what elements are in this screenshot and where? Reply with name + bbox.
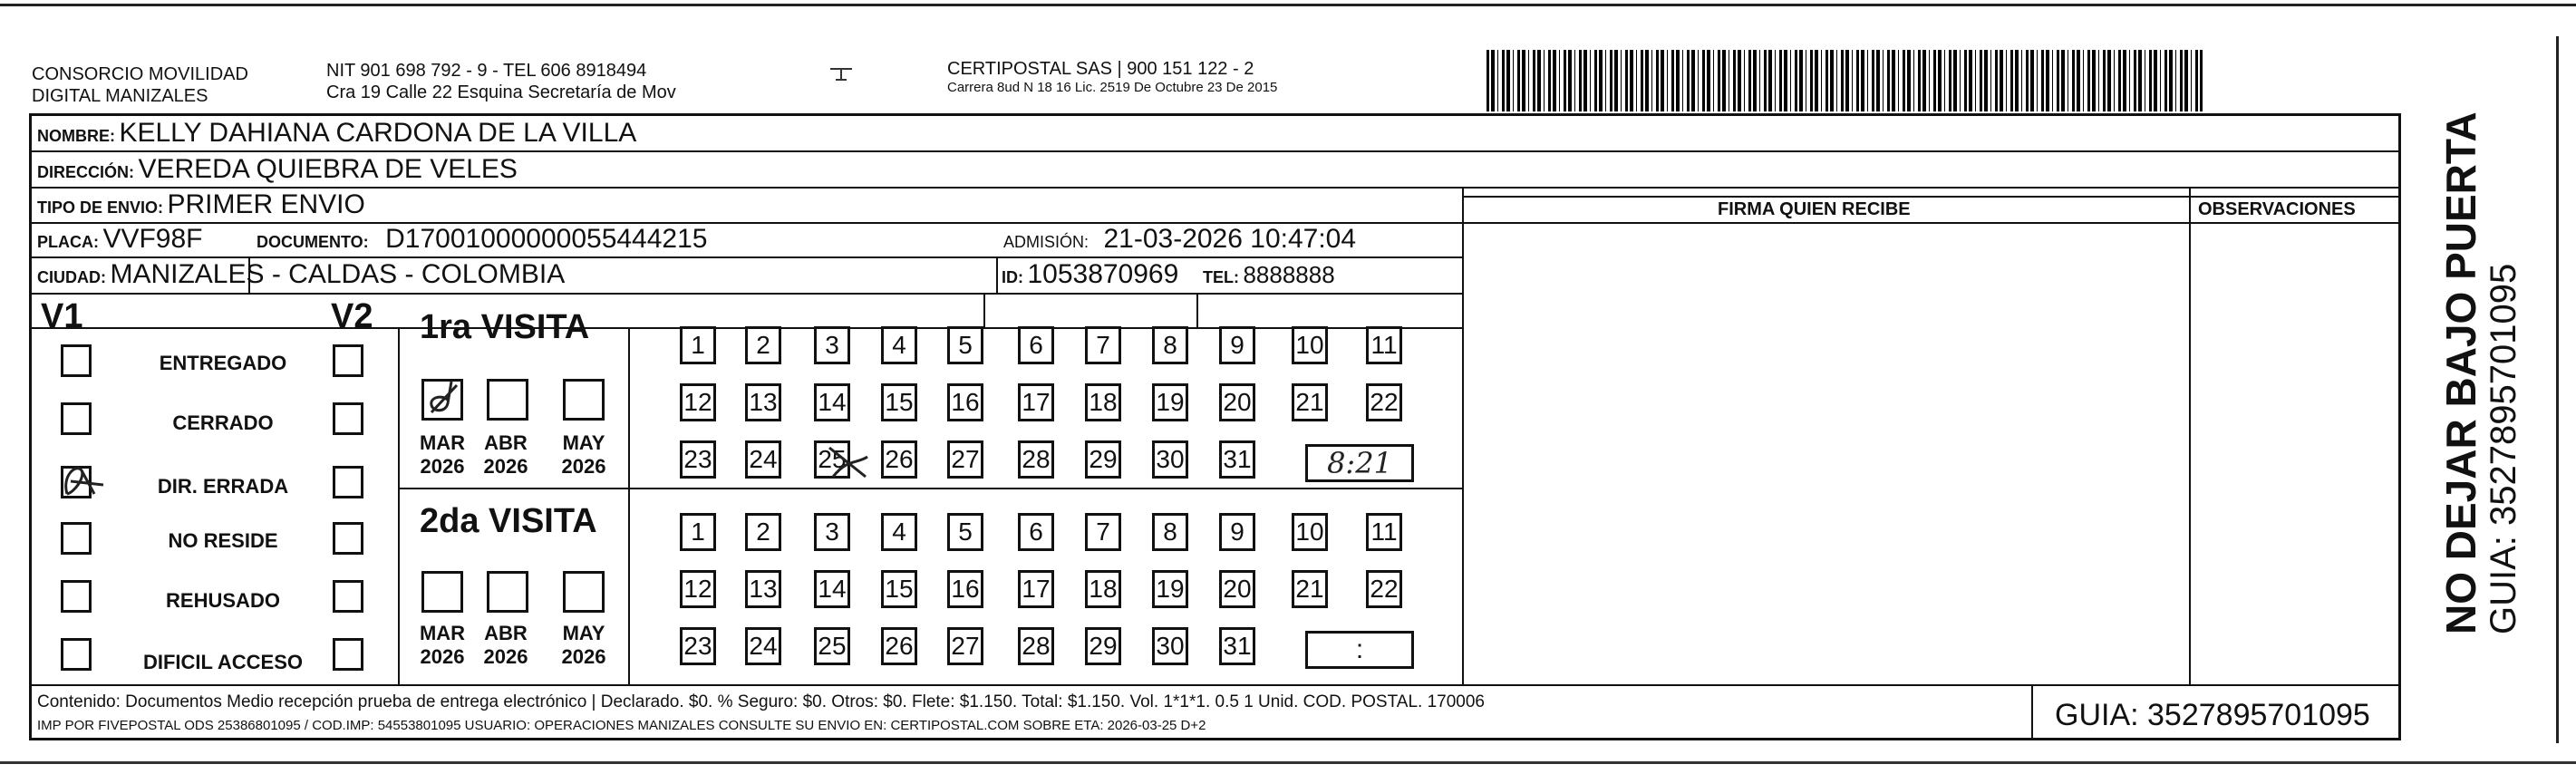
- day-box-21[interactable]: 21: [1292, 570, 1328, 608]
- tipo-envio-field: [37, 189, 365, 220]
- tipo-envio-value: PRIMER ENVIO: [167, 189, 365, 219]
- day-box-9[interactable]: 9: [1219, 326, 1255, 364]
- nit-line-2: Cra 19 Calle 22 Esquina Secretaría de Mov: [326, 82, 676, 102]
- day-box-25[interactable]: 25: [814, 627, 850, 665]
- row-divider: [1462, 222, 2399, 224]
- id-value: 1053870969: [1027, 259, 1179, 289]
- col-divider: [2189, 187, 2191, 684]
- carrier-logo-icon: [825, 65, 861, 83]
- day-box-19[interactable]: 19: [1152, 570, 1188, 608]
- day-box-21[interactable]: 21: [1292, 383, 1328, 421]
- day-box-9[interactable]: 9: [1219, 513, 1255, 551]
- day-box-19[interactable]: 19: [1152, 383, 1188, 421]
- visit-1-title: 1ra VISITA: [420, 308, 590, 346]
- day-box-7[interactable]: 7: [1085, 513, 1121, 551]
- day-box-26[interactable]: 26: [881, 627, 917, 665]
- day-box-26[interactable]: 26: [881, 440, 917, 479]
- row-divider: [32, 256, 1462, 258]
- option-cerrado-label: CERRADO: [172, 411, 274, 434]
- option-rehusado-label: REHUSADO: [166, 589, 280, 612]
- day-box-8[interactable]: 8: [1152, 513, 1188, 551]
- nombre-field: [37, 118, 636, 149]
- footer-imp: IMP POR FIVEPOSTAL ODS 25386801095 / COD.IMP: 54553801095 USUARIO: OPERACIONES MANIZALES CONSULTE SU ENVIO EN: CERTIPOSTAL.COM SOBRE ETA: 2026-03-25 D+2: [37, 718, 1206, 733]
- ciudad-value: MANIZALES - CALDAS - COLOMBIA: [110, 259, 566, 289]
- documento-label: DOCUMENTO:: [257, 233, 369, 251]
- day-box-4[interactable]: 4: [881, 326, 917, 364]
- col-divider: [628, 327, 630, 684]
- col-divider: [1462, 187, 1464, 684]
- month-name: ABR: [484, 431, 528, 454]
- day-box-27[interactable]: 27: [947, 440, 983, 479]
- right-edge-line: [2556, 36, 2559, 743]
- company-name: [32, 63, 248, 107]
- month-year: 2026: [420, 645, 465, 668]
- day-box-23[interactable]: 23: [680, 440, 716, 479]
- day-box-10[interactable]: 10: [1292, 513, 1328, 551]
- month-year: 2026: [561, 455, 606, 478]
- day-box-23[interactable]: 23: [680, 627, 716, 665]
- month-year: 2026: [483, 455, 528, 478]
- col-divider: [996, 256, 998, 293]
- barcode: [1487, 50, 2203, 111]
- visit-1-month-may-label: [556, 431, 612, 479]
- visit-2-month-abr-checkbox[interactable]: [487, 571, 528, 613]
- visit-2-title: 2da VISITA: [420, 502, 597, 540]
- day-box-30[interactable]: 30: [1152, 440, 1188, 479]
- visit-1-month-abr-checkbox[interactable]: [487, 379, 528, 421]
- v2-cerrado-checkbox[interactable]: [333, 402, 363, 435]
- day-box-6[interactable]: 6: [1018, 513, 1054, 551]
- admision-label: ADMISIÓN:: [1003, 233, 1089, 251]
- visit-1-month-may-checkbox[interactable]: [563, 379, 605, 421]
- handwritten-day-mark: [820, 440, 875, 486]
- side-guia: GUIA: 3527895701095: [2484, 263, 2523, 634]
- day-box-17[interactable]: 17: [1018, 383, 1054, 421]
- option-no-reside-label: NO RESIDE: [168, 529, 278, 552]
- day-box-18[interactable]: 18: [1085, 383, 1121, 421]
- company-nit: [326, 60, 676, 103]
- company-line-1: CONSORCIO MOVILIDAD: [32, 64, 248, 84]
- day-box-15[interactable]: 15: [881, 570, 917, 608]
- carrier-line-2: Carrera 8ud N 18 16 Lic. 2519 De Octubre 23 De 2015: [947, 80, 1278, 95]
- day-box-30[interactable]: 30: [1152, 627, 1188, 665]
- day-box-17[interactable]: 17: [1018, 570, 1054, 608]
- nombre-value: KELLY DAHIANA CARDONA DE LA VILLA: [119, 118, 637, 148]
- v1-header: V1: [41, 297, 83, 335]
- placa-field: [37, 224, 203, 255]
- visit-2-month-may-label: [556, 622, 612, 669]
- visit-1-month-abr-label: [478, 431, 534, 479]
- day-box-3[interactable]: 3: [814, 513, 850, 551]
- v1-rehusado-checkbox[interactable]: [61, 580, 92, 613]
- handwritten-check-mark: [421, 376, 466, 421]
- v2-entregado-checkbox[interactable]: [333, 344, 363, 377]
- day-box-31[interactable]: 31: [1219, 440, 1255, 479]
- day-box-8[interactable]: 8: [1152, 326, 1188, 364]
- row-divider: [32, 187, 2399, 189]
- footer-guia: GUIA: 3527895701095: [2055, 698, 2370, 732]
- signature-area[interactable]: [1466, 252, 2187, 682]
- day-box-12[interactable]: 12: [680, 383, 716, 421]
- row-divider: [1462, 196, 2399, 198]
- documento-value: D17001000000055444215: [385, 224, 708, 254]
- day-box-24[interactable]: 24: [745, 627, 781, 665]
- carrier-line-1: CERTIPOSTAL SAS | 900 151 122 - 2: [947, 59, 1254, 79]
- firma-quien-recibe-label: FIRMA QUIEN RECIBE: [1718, 199, 1911, 219]
- option-entregado-label: ENTREGADO: [159, 352, 287, 374]
- visit-1-time-box[interactable]: [1305, 444, 1414, 482]
- v1-cerrado-checkbox[interactable]: [61, 402, 92, 435]
- day-box-3[interactable]: 3: [814, 326, 850, 364]
- v1-dificil-acceso-checkbox[interactable]: [61, 638, 92, 671]
- footer-contenido: Contenido: Documentos Medio recepción prueba de entrega electrónico | Declarado. $0. % Seguro: $0. Otros: $0. Flete: $1.150. Total: $1.150. Vol. 1*1*1. 0.5 1 Unid. COD. POSTAL. 170006: [37, 692, 1485, 711]
- top-border-line: [0, 4, 2576, 6]
- month-year: 2026: [561, 645, 606, 668]
- day-box-12[interactable]: 12: [680, 570, 716, 608]
- day-box-31[interactable]: 31: [1219, 627, 1255, 665]
- month-year: 2026: [420, 455, 465, 478]
- day-box-4[interactable]: 4: [881, 513, 917, 551]
- day-box-15[interactable]: 15: [881, 383, 917, 421]
- side-vertical-text: [2438, 111, 2523, 634]
- time-separator: :: [1355, 634, 1364, 664]
- month-year: 2026: [483, 645, 528, 668]
- placa-label: PLACA:: [37, 233, 99, 251]
- option-dificil-acceso-label: DIFICIL ACCESO: [142, 651, 303, 673]
- footer-divider: [32, 684, 2399, 686]
- col-divider: [1196, 293, 1198, 327]
- tipo-envio-label: TIPO DE ENVIO:: [37, 198, 164, 217]
- day-box-14[interactable]: 14: [814, 570, 850, 608]
- day-box-16[interactable]: 16: [947, 383, 983, 421]
- visit-2-month-mar-checkbox[interactable]: [421, 571, 463, 613]
- visit-divider: [398, 488, 1462, 489]
- day-box-22[interactable]: 22: [1366, 570, 1402, 608]
- day-box-22[interactable]: 22: [1366, 383, 1402, 421]
- option-dir-errada-label: DIR. ERRADA: [157, 475, 289, 498]
- handwritten-time: 8:21: [1327, 446, 1392, 480]
- day-box-1[interactable]: 1: [680, 326, 716, 364]
- day-box-11[interactable]: 11: [1366, 326, 1402, 364]
- day-box-14[interactable]: 14: [814, 383, 850, 421]
- day-box-16[interactable]: 16: [947, 570, 983, 608]
- col-divider: [398, 327, 400, 684]
- day-box-10[interactable]: 10: [1292, 326, 1328, 364]
- day-box-20[interactable]: 20: [1219, 383, 1255, 421]
- nombre-label: NOMBRE:: [37, 127, 115, 145]
- direccion-label: DIRECCIÓN:: [37, 163, 134, 181]
- row-divider: [32, 293, 1462, 295]
- visit-2-month-mar-label: [414, 622, 470, 669]
- handwritten-check-mark: [58, 458, 112, 503]
- ciudad-field: [37, 259, 565, 290]
- day-box-27[interactable]: 27: [947, 627, 983, 665]
- day-box-24[interactable]: 24: [745, 440, 781, 479]
- id-field: [1002, 259, 1178, 290]
- company-line-2: DIGITAL MANIZALES: [32, 86, 208, 106]
- v2-dificil-acceso-checkbox[interactable]: [333, 638, 363, 671]
- visit-2-month-may-checkbox[interactable]: [563, 571, 605, 613]
- day-box-13[interactable]: 13: [745, 570, 781, 608]
- day-box-2[interactable]: 2: [745, 326, 781, 364]
- day-box-29[interactable]: 29: [1085, 627, 1121, 665]
- day-box-7[interactable]: 7: [1085, 326, 1121, 364]
- day-box-1[interactable]: 1: [680, 513, 716, 551]
- row-divider: [32, 150, 2399, 152]
- month-name: MAR: [419, 431, 466, 454]
- observaciones-label: OBSERVACIONES: [2198, 199, 2356, 219]
- documento-field: [257, 224, 707, 255]
- v1-dir-errada-checkbox[interactable]: [61, 466, 92, 498]
- day-box-5[interactable]: 5: [947, 513, 983, 551]
- delivery-form: [29, 113, 2401, 740]
- day-box-6[interactable]: 6: [1018, 326, 1054, 364]
- day-box-11[interactable]: 11: [1366, 513, 1402, 551]
- day-box-13[interactable]: 13: [745, 383, 781, 421]
- placa-value: VVF98F: [102, 224, 203, 254]
- day-box-29[interactable]: 29: [1085, 440, 1121, 479]
- day-box-28[interactable]: 28: [1018, 440, 1054, 479]
- day-box-5[interactable]: 5: [947, 326, 983, 364]
- day-box-18[interactable]: 18: [1085, 570, 1121, 608]
- id-label: ID:: [1002, 268, 1023, 286]
- month-name: ABR: [484, 622, 528, 644]
- observations-area[interactable]: [2193, 252, 2397, 682]
- visit-2-month-abr-label: [478, 622, 534, 669]
- bottom-border-line: [0, 761, 2576, 764]
- v2-no-reside-checkbox[interactable]: [333, 522, 363, 555]
- admision-field: [1003, 224, 1356, 255]
- day-box-25[interactable]: 25: [814, 440, 850, 479]
- tel-field: [1203, 261, 1335, 289]
- v1-entregado-checkbox[interactable]: [61, 344, 92, 377]
- day-box-2[interactable]: 2: [745, 513, 781, 551]
- admision-value: 21-03-2026 10:47:04: [1103, 224, 1357, 254]
- tel-value: 8888888: [1243, 261, 1335, 288]
- visit-1-month-mar-label: [414, 431, 470, 479]
- month-name: MAY: [562, 622, 605, 644]
- direccion-value: VEREDA QUIEBRA DE VELES: [138, 154, 518, 184]
- side-title: NO DEJAR BAJO PUERTA: [2437, 111, 2484, 634]
- day-box-28[interactable]: 28: [1018, 627, 1054, 665]
- ciudad-label: CIUDAD:: [37, 268, 106, 286]
- day-box-20[interactable]: 20: [1219, 570, 1255, 608]
- visit-2-time-box[interactable]: [1305, 631, 1414, 669]
- month-name: MAY: [562, 431, 605, 454]
- col-divider: [983, 293, 985, 327]
- tel-label: TEL:: [1203, 268, 1239, 286]
- visit-1-month-mar-checkbox[interactable]: [421, 379, 463, 421]
- month-name: MAR: [419, 622, 466, 644]
- v2-dir-errada-checkbox[interactable]: [333, 466, 363, 498]
- v2-rehusado-checkbox[interactable]: [333, 580, 363, 613]
- v1-no-reside-checkbox[interactable]: [61, 522, 92, 555]
- nit-line-1: NIT 901 698 792 - 9 - TEL 606 8918494: [326, 61, 647, 81]
- col-divider: [2031, 684, 2033, 740]
- v2-header: V2: [331, 297, 373, 335]
- carrier-info: [947, 58, 1277, 95]
- direccion-field: [37, 154, 518, 185]
